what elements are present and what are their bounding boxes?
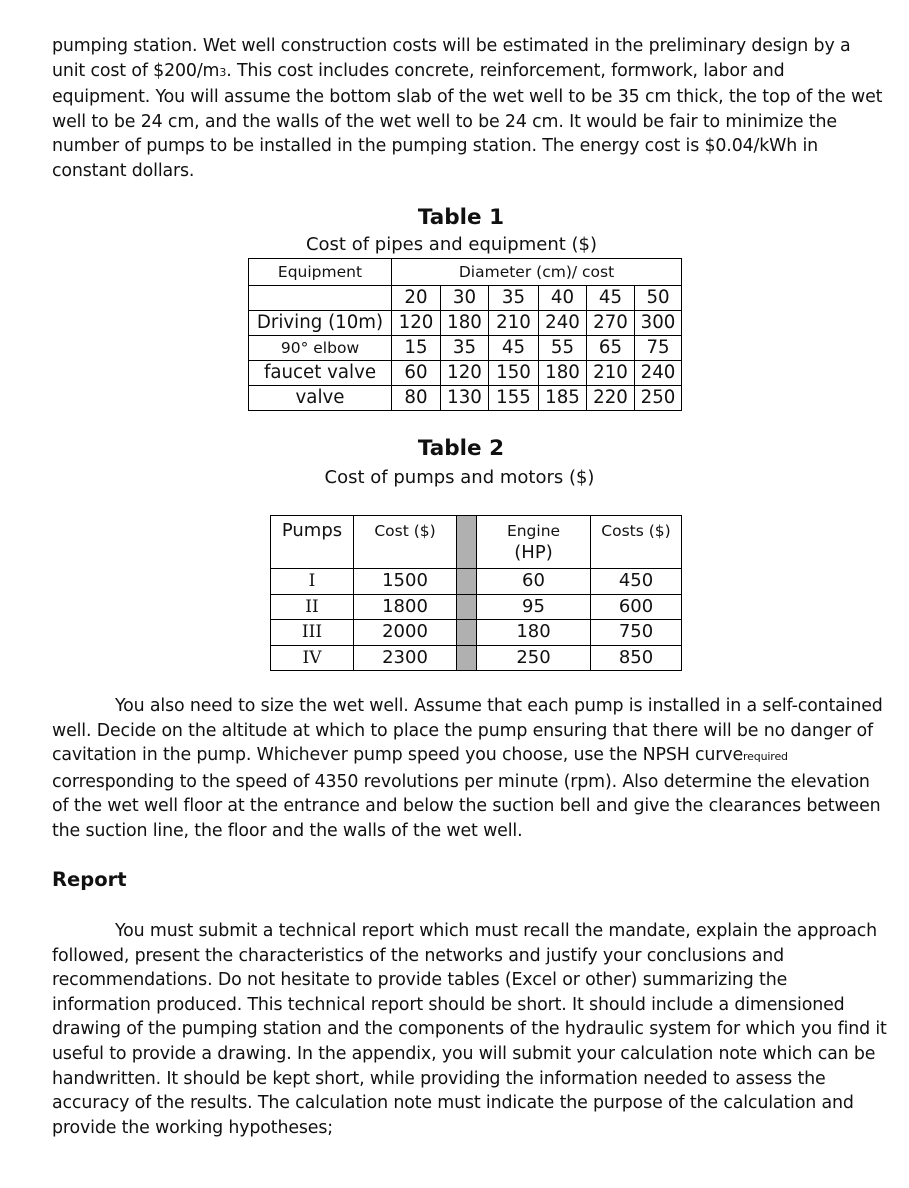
engine-header-line2: (HP) (514, 542, 553, 563)
engine-header (477, 516, 591, 569)
cost-cell: 180 (539, 361, 587, 386)
pump-id: I (271, 569, 354, 595)
cost-cell: 130 (441, 386, 489, 411)
cost-cell: 185 (539, 386, 587, 411)
table-header-row (249, 259, 682, 286)
cost-cell: 240 (635, 361, 682, 386)
table-row (271, 594, 682, 620)
engine-hp: 60 (477, 569, 591, 595)
table1-title: Table 1 (417, 205, 505, 230)
cost-cell: 210 (489, 311, 539, 336)
diameter-cost-header: Diameter (cm)/ cost (392, 259, 682, 286)
table2-subtitle: Cost of pumps and motors ($) (324, 467, 595, 488)
cost-cell: 180 (441, 311, 489, 336)
cost-header: Cost ($) (354, 516, 457, 569)
diameter-cell: 20 (392, 286, 441, 311)
intro-paragraph (52, 34, 887, 184)
costs-header: Costs ($) (591, 516, 682, 569)
wet-well-text-start: You also need to size the wet well. Assume that each pump is installed in a self-contained well. Decide on the altitude at which to place the pump ensuring that there will be no danger of cavitation in the pump. Whichever pump speed you choose, use the NPSH curve (52, 696, 883, 766)
cost-cell: 210 (587, 361, 635, 386)
cost-cell: 65 (587, 336, 635, 361)
pump-id: II (271, 594, 354, 620)
separator-cell (457, 569, 477, 595)
cost-cell: 45 (489, 336, 539, 361)
intro-text-end: . This cost includes concrete, reinforcement, formwork, labor and equipment. You will assume the bottom slab of the wet well to be 35 cm thick, the top of the wet well to be 24 cm, and the walls of the wet well to be 24 cm. It would be fair to minimize the number of pumps to be installed in the pumping station. The energy cost is $0.04/kWh in constant dollars. (52, 60, 883, 181)
table-row (271, 620, 682, 646)
engine-cost: 750 (591, 620, 682, 646)
cost-cell: 55 (539, 336, 587, 361)
cost-cell: 150 (489, 361, 539, 386)
cost-cell: 80 (392, 386, 441, 411)
engine-cost: 450 (591, 569, 682, 595)
separator-cell (457, 594, 477, 620)
cost-cell: 155 (489, 386, 539, 411)
diameter-cell: 50 (635, 286, 682, 311)
diameter-cell: 35 (489, 286, 539, 311)
pump-id: III (271, 620, 354, 646)
cost-cell: 240 (539, 311, 587, 336)
table2-title: Table 2 (417, 436, 505, 461)
diameter-cell: 40 (539, 286, 587, 311)
diameter-cell: 45 (587, 286, 635, 311)
cost-cell: 250 (635, 386, 682, 411)
engine-hp: 95 (477, 594, 591, 620)
pump-cost: 2000 (354, 620, 457, 646)
table-row (271, 645, 682, 671)
row-label: Driving (10m) (249, 311, 392, 336)
pump-cost: 1500 (354, 569, 457, 595)
table-row (249, 386, 682, 411)
npsh-subscript: required (743, 750, 788, 764)
diameter-row (249, 286, 682, 311)
table-row (271, 569, 682, 595)
cost-cell: 75 (635, 336, 682, 361)
pump-cost: 2300 (354, 645, 457, 671)
engine-hp: 180 (477, 620, 591, 646)
cost-cell: 270 (587, 311, 635, 336)
cost-cell: 35 (441, 336, 489, 361)
table1-subtitle: Cost of pipes and equipment ($) (305, 234, 598, 255)
row-label: faucet valve (249, 361, 392, 386)
separator-cell (457, 645, 477, 671)
cost-cell: 300 (635, 311, 682, 336)
engine-header-line1: Engine (506, 522, 561, 540)
empty-cell (249, 286, 392, 311)
row-label: valve (249, 386, 392, 411)
separator-cell (457, 620, 477, 646)
separator-cell (457, 516, 477, 569)
engine-hp: 250 (477, 645, 591, 671)
table-row (249, 336, 682, 361)
table-row (249, 361, 682, 386)
report-heading: Report (52, 868, 127, 891)
table-header-row (271, 516, 682, 569)
cost-cell: 60 (392, 361, 441, 386)
cost-cell: 15 (392, 336, 441, 361)
engine-cost: 600 (591, 594, 682, 620)
table-row (249, 311, 682, 336)
report-text: You must submit a technical report which must recall the mandate, explain the approach followed, present the characteristics of the networks and justify your conclusions and recommendations. Do not hesitate to provide tables (Excel or other) summarizing the information produced. This technical report should be short. It should include a dimensioned drawing of the pumping station and the components of the hydraulic system for which you find it useful to provide a drawing. In the appendix, you will submit your calculation note which can be handwritten. It should be kept short, while providing the information needed to assess the accuracy of the results. The calculation note must indicate the purpose of the calculation and provide the working hypotheses; (52, 921, 887, 1138)
cost-cell: 120 (441, 361, 489, 386)
intro-text-start: pumping station. Wet well construction costs will be estimated in the preliminary design by a unit cost of $200/m (52, 36, 851, 81)
cost-cell: 120 (392, 311, 441, 336)
cost-cell: 220 (587, 386, 635, 411)
pump-motor-cost-table (270, 515, 682, 671)
diameter-cell: 30 (441, 286, 489, 311)
unit-exponent: 3 (219, 65, 227, 79)
engine-cost: 850 (591, 645, 682, 671)
pumps-header: Pumps (271, 516, 354, 569)
wet-well-text-end: corresponding to the speed of 4350 revolutions per minute (rpm). Also determine the elevation of the wet well floor at the entrance and below the suction bell and give the clearances between the suction line, the floor and the walls of the wet well. (52, 771, 881, 841)
pump-id: IV (271, 645, 354, 671)
row-label: 90° elbow (249, 336, 392, 361)
equipment-header: Equipment (249, 259, 392, 286)
pipe-equipment-cost-table (248, 258, 682, 411)
report-paragraph (52, 919, 887, 1140)
pump-cost: 1800 (354, 594, 457, 620)
wet-well-paragraph (52, 694, 887, 844)
